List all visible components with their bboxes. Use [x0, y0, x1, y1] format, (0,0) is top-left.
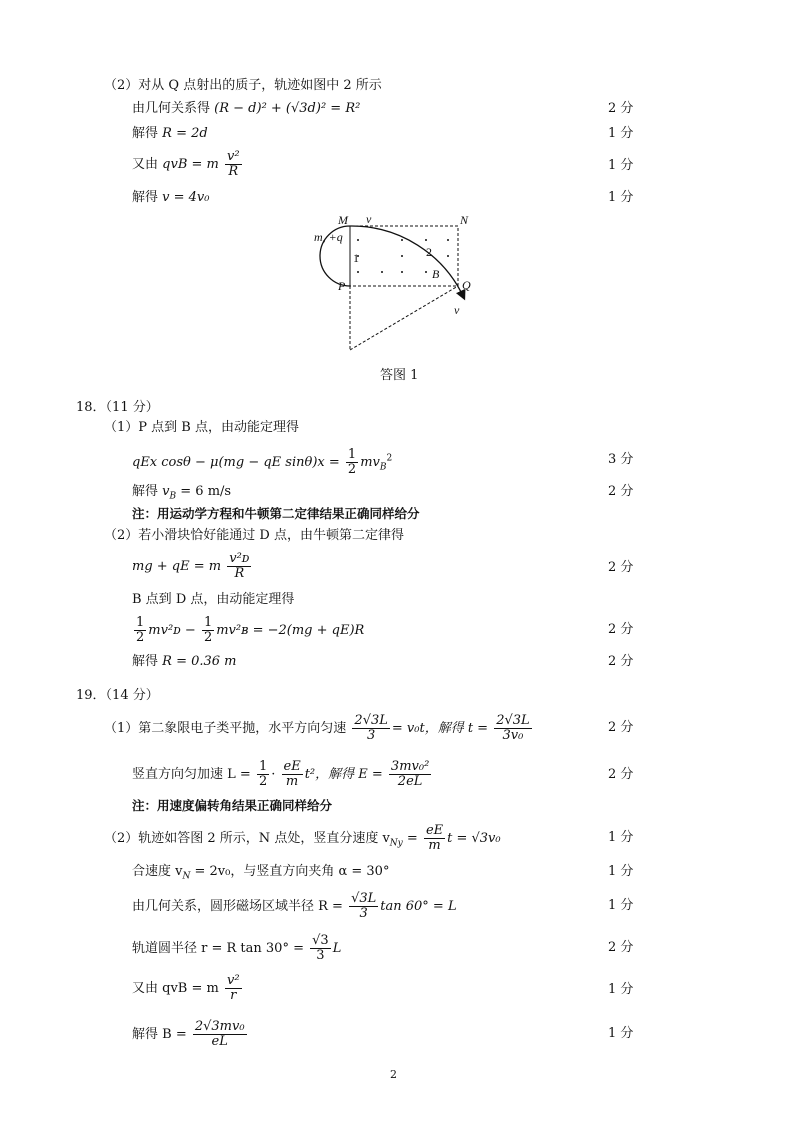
fraction: $\frac{1}{2}$	[203, 615, 213, 645]
score: 2 分	[608, 767, 634, 782]
trajectory-figure	[314, 210, 488, 358]
score: 1 分	[608, 158, 634, 173]
fraction: $\frac{\text{2√3mv₀}}{eL}$	[194, 1019, 245, 1049]
score: 2 分	[608, 622, 634, 637]
label-2: 2	[426, 245, 432, 259]
fraction: $\frac{2√3L}{\text{3v₀}}$	[496, 713, 530, 743]
label-P: P	[338, 279, 346, 293]
score: 1 分	[608, 126, 634, 141]
fraction: $\frac{\text{v²}}{R}$	[227, 149, 240, 179]
fraction: $\frac{2√3L}{3}$	[354, 713, 388, 743]
q18-result2: 解得 R = 0.36 m	[132, 654, 237, 669]
q19-note: 注：用速度偏转角结果正确同样给分	[132, 798, 333, 813]
q18-result1: 解得 $v_B = 6$ m/s	[132, 484, 232, 502]
score: 1 分	[608, 830, 634, 845]
q19-line1: （1）第二象限电子类平抛，水平方向匀速 $\frac{2√3L}{3}$ = v₀t，解得 t = $\frac{2√3L}{\text{3v₀}}$	[104, 713, 530, 743]
fraction: $\frac{eE}{m}$	[425, 823, 444, 853]
q19-line4: 合速度 $v_N = 2v_0$，与竖直方向夹角 α = 30°	[132, 864, 390, 882]
fraction: $\frac{\text{v²ᴅ}}{R}$	[229, 551, 250, 581]
q18-heading: 18．（11 分）	[76, 400, 159, 415]
figure-caption: 答图 1	[380, 368, 419, 383]
label-mq: m, +q	[314, 230, 343, 244]
q19-line7: 又由 qvB = m $\frac{\text{v²}}{r}$	[132, 973, 240, 1003]
q17-part2-heading: （2）对从 Q 点射出的质子，轨迹如图中 2 所示	[104, 78, 382, 93]
q18-part1: （1）P 点到 B 点，由动能定理得	[104, 420, 299, 435]
label-B: B	[432, 267, 440, 281]
q19-line6: 轨道圆半径 r = R tan 30° = $\frac{√3}{3}$ L	[132, 933, 342, 963]
score: 2 分	[608, 560, 634, 575]
q17-line3: 又由 qvB = m $\frac{\text{v²}}{R}$	[132, 149, 240, 179]
page-number: 2	[390, 1068, 397, 1081]
q19-line2: 竖直方向匀加速 L = $\frac{1}{2}$ · $\frac{eE}{m}$ t²，解得 E = $\frac{\text{3mv₀²}}{2eL}$	[132, 759, 430, 789]
fraction: $\frac{1}{2}$	[258, 759, 268, 789]
fraction: $\frac{\text{v²}}{r}$	[226, 973, 240, 1003]
label-v-bottom: v	[454, 303, 460, 317]
q18-part2: （2）若小滑块恰好能通过 D 点，由牛顿第二定律得	[104, 528, 404, 543]
label-1: 1	[353, 251, 359, 265]
q19-heading: 19．（14 分）	[76, 688, 159, 703]
q18-formula2: mg + qE = m $\frac{\text{v²ᴅ}}{R}$	[132, 551, 250, 581]
score: 1 分	[608, 898, 634, 913]
score: 1 分	[608, 1026, 634, 1041]
fraction: $\frac{√3L}{3}$	[351, 891, 377, 921]
score: 2 分	[608, 654, 634, 669]
score: 2 分	[608, 484, 634, 499]
fraction: $\frac{\text{3mv₀²}}{2eL}$	[390, 759, 430, 789]
q18-formula1: qEx cosθ − μ(mg − qE sinθ)x = $\frac{1}{2}$ $mv_B^2$	[132, 447, 393, 477]
label-Q: Q	[462, 278, 471, 292]
formula: v = 4v₀	[162, 190, 210, 205]
score: 2 分	[608, 720, 634, 735]
q19-line8: 解得 B = $\frac{\text{2√3mv₀}}{eL}$	[132, 1019, 245, 1049]
score: 3 分	[608, 452, 634, 467]
formula: (R − d)² + (√3d)² = R²	[214, 101, 361, 116]
fraction: $\frac{1}{2}$	[136, 615, 145, 645]
q18-note: 注：用运动学方程和牛顿第二定律结果正确同样给分	[132, 506, 420, 521]
score: 1 分	[608, 190, 634, 205]
score: 2 分	[608, 101, 634, 116]
q18-formula3: $\frac{1}{2}$ mv²ᴅ − $\frac{1}{2}$ mv²ʙ = −2(mg + qE)R	[136, 615, 365, 645]
label-v-top: v	[366, 212, 372, 226]
score: 2 分	[608, 940, 634, 955]
label-N: N	[460, 213, 469, 227]
formula: R = 2d	[162, 126, 208, 141]
formula: qvB = m	[162, 157, 219, 172]
q18-part3: B 点到 D 点，由动能定理得	[132, 592, 295, 607]
score: 1 分	[608, 864, 634, 879]
q17-line1: 由几何关系得 (R − d)² + (√3d)² = R²	[132, 101, 361, 116]
fraction: $\frac{eE}{m}$	[283, 759, 301, 789]
q17-line2: 解得 R = 2d	[132, 126, 208, 141]
q19-line5: 由几何关系，圆形磁场区域半径 R = $\frac{√3L}{3}$ tan 60° = L	[132, 891, 457, 921]
q19-line3: （2）轨迹如答图 2 所示，N 点处，竖直分速度 $v_{Ny}$ = $\frac{eE}{m}$ t = √3v₀	[104, 823, 501, 853]
fraction: $\frac{√3}{3}$	[312, 933, 329, 963]
field-region	[350, 226, 458, 286]
score: 1 分	[608, 982, 634, 997]
q17-line4: 解得 v = 4v₀	[132, 190, 210, 205]
label-M: M	[338, 213, 348, 227]
trajectory-2	[350, 226, 464, 298]
radius-line	[350, 286, 458, 350]
fraction: $\frac{1}{2}$	[347, 447, 357, 477]
